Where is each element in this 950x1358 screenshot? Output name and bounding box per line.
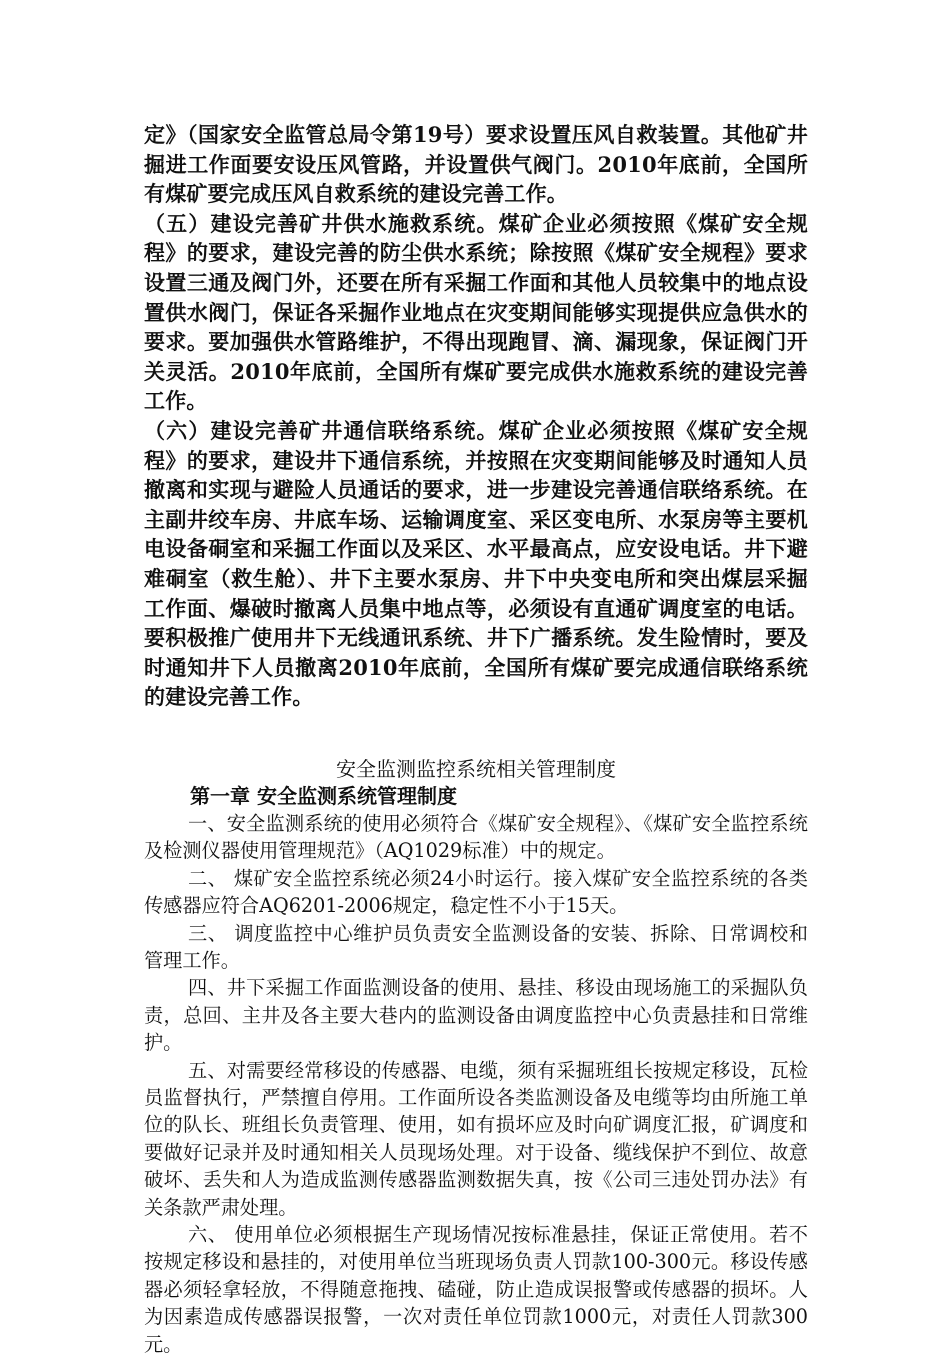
rule-2: 二、 煤矿安全监控系统必须24小时运行。接入煤矿安全监控系统的各类传感器应符合AQ6201-2006规定，稳定性不小于15天。 (144, 866, 808, 918)
document-content (144, 120, 808, 1358)
water-supply-paragraph: （五）建设完善矿井供水施救系统。煤矿企业必须按照《煤矿安全规程》的要求，建设完善的防尘供水系统；除按照《煤矿安全规程》要求设置三通及阀门外，还要在所有采掘工作面和其他人员较集中的地点设置供水阀门，保证各采掘作业地点在灾变期间能够实现提供应急供水的要求。要加强供水管路维护，不得出现跑冒、滴、漏现象，保证阀门开关灵活。2010年底前，全国所有煤矿要完成供水施救系统的建设完善工作。 (144, 210, 808, 414)
compressed-air-paragraph: 定》（国家安全监管总局令第19号）要求设置压风自救装置。其他矿井掘进工作面要安设压风管路，并设置供气阀门。2010年底前，全国所有煤矿要完成压风自救系统的建设完善工作。 (144, 122, 808, 207)
rule-3: 三、 调度监控中心维护员负责安全监测设备的安装、拆除、日常调校和管理工作。 (144, 921, 808, 972)
rule-4: 四、井下采掘工作面监测设备的使用、悬挂、移设由现场施工的采掘队负责，总回、主井及各主要大巷内的监测设备由调度监控中心负责悬挂和日常维护。 (144, 976, 808, 1055)
section-gap (144, 712, 808, 756)
rule-6: 六、 使用单位必须根据生产现场情况按标准悬挂，保证正常使用。若不按规定移设和悬挂的，对使用单位当班现场负责人罚款100-300元。移设传感器必须轻拿轻放，不得随意拖拽、磕碰，防止造成误报警或传感器的损坏。人为因素造成传感器误报警，一次对责任单位罚款1000元，对责任人罚款300元。 (144, 1222, 808, 1356)
document-title: 安全监测监控系统相关管理制度 (336, 756, 616, 781)
chapter-title: 第一章 安全监测系统管理制度 (190, 783, 457, 808)
communication-paragraph: （六）建设完善矿井通信联络系统。煤矿企业必须按照《煤矿安全规程》的要求，建设井下通信系统，并按照在灾变期间能够及时通知人员撤离和实现与避险人员通话的要求，进一步建设完善通信联络系统。在主副井绞车房、井底车场、运输调度室、采区变电所、水泵房等主要机电设备硐室和采掘工作面以及采区、水平最高点，应安设电话。井下避难硐室（救生舱）、井下主要水泵房、井下中央变电所和突出煤层采掘工作面、爆破时撤离人员集中地点等，必须设有直通矿调度室的电话。要积极推广使用井下无线通讯系统、井下广播系统。发生险情时，要及时通知井下人员撤离2010年底前，全国所有煤矿要完成通信联络系统的建设完善工作。 (144, 417, 808, 710)
rule-5: 五、对需要经常移设的传感器、电缆，须有采掘班组长按规定移设，瓦检员监督执行，严禁擅自停用。工作面所设各类监测设备及电缆等均由所施工单位的队长、班组长负责管理、使用，如有损坏应及时向矿调度汇报，矿调度和要做好记录并及时通知相关人员现场处理。对于设备、缆线保护不到位、故意破坏、丢失和人为造成监测传感器监测数据失真，按《公司三违处罚办法》有关条款严肃处理。 (144, 1058, 808, 1219)
rule-1: 一、安全监测系统的使用必须符合《煤矿安全规程》、《煤矿安全监控系统及检测仪器使用管理规范》（AQ1029标准）中的规定。 (144, 811, 808, 863)
previous-section-text (144, 120, 808, 712)
